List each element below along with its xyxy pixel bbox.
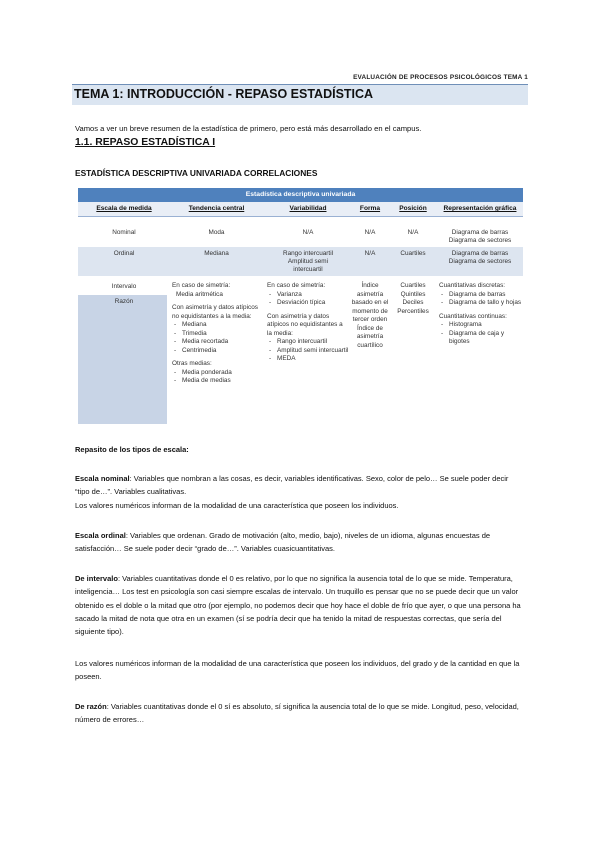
paragraph-ordinal <box>75 529 525 556</box>
table-caption: Estadística descriptiva univariada <box>78 188 523 202</box>
subsection-title: ESTADÍSTICA DESCRIPTIVA UNIVARIADA CORRELACIONES <box>75 168 318 178</box>
cell-central-interval <box>172 282 262 386</box>
variability-line: Rango intercuartil <box>282 250 334 257</box>
paragraph-ratio <box>75 700 525 727</box>
chapter-title-bar <box>72 84 528 105</box>
position-line: Deciles <box>402 299 424 307</box>
list-item: - Diagrama de caja y bigotes <box>449 330 523 347</box>
cell-shape: N/A <box>364 250 376 257</box>
cell-variability <box>265 250 351 274</box>
graph-cont-intro: Cuantitativas continuas: <box>439 312 507 320</box>
cell-scale-interval: Intervalo <box>111 283 137 290</box>
cell-position-interval <box>391 282 435 316</box>
list-item: - Trimedia <box>182 330 262 339</box>
header-shape: Forma <box>359 205 381 212</box>
intro-paragraph: Vamos a ver un breve resumen de la estadística de primero, pero está más desarrollado en el campus. <box>75 124 422 133</box>
cell-scale: Ordinal <box>113 250 135 257</box>
paragraph-text: Los valores numéricos informan de la modalidad de una característica que poseen los individuos. <box>75 500 399 510</box>
header-position: Posición <box>399 205 427 212</box>
variability-line: Amplitud semi <box>287 258 329 265</box>
list-item: - Desviación típica <box>277 299 349 308</box>
graph-line: Diagrama de sectores <box>448 237 512 244</box>
central-other-list <box>172 369 262 386</box>
ratio-cell-background <box>78 295 167 424</box>
term-interval: De intervalo <box>75 574 118 583</box>
list-item: - Diagrama de tallo y hojas <box>449 299 523 308</box>
cell-shape-interval: Índice asimetría basado en el momento de tercer orden Índice de asimetría cuartílico <box>351 282 389 349</box>
paragraph-text: : Variables cuantitativas donde el 0 es relativo, por lo que no significa la ausencia total de lo que se mide. Temperatura, inteligencia… Los test en psicología son casi siempre escalas de intervalo. Un truquillo es pensar que no se puede decir que un valor obtenido es el doble o la mitad que otro (por ejemplo, no podemos decir que hoy hace el doble de frío que ayer, o que una persona ha sacado la mitad de nota que otra en un examen (sí se podría decir que ha tenido la mitad de respuestas correctas, que sería del siguiente tipo). <box>75 574 521 637</box>
chapter-title: TEMA 1: INTRODUCCIÓN - REPASO ESTADÍSTICA <box>74 87 374 101</box>
graph-line: Diagrama de barras <box>451 250 509 257</box>
position-line: Cuartiles <box>400 282 426 289</box>
central-sym-intro: En caso de simetría: <box>172 282 231 289</box>
cell-variability-interval <box>267 282 349 364</box>
column-divider <box>349 276 350 424</box>
header-variability: Variabilidad <box>289 205 327 212</box>
column-divider <box>264 276 265 424</box>
cell-central: Moda <box>208 229 225 236</box>
cell-shape: N/A <box>364 229 376 236</box>
variability-asym-list <box>267 338 349 364</box>
central-sym-item: Media aritmética <box>176 290 223 298</box>
variability-sym-list <box>267 291 349 308</box>
cell-graph-interval <box>439 282 523 347</box>
header-graph: Representación gráfica <box>443 205 517 212</box>
graph-line: Diagrama de barras <box>451 229 509 236</box>
graph-disc-intro: Cuantitativas discretas: <box>439 282 506 289</box>
list-item: - MEDA <box>277 355 349 364</box>
table-row-ordinal <box>78 247 523 276</box>
list-item: - Centrimedia <box>182 347 262 356</box>
list-item: - Diagrama de barras <box>449 291 523 300</box>
cell-position: N/A <box>407 229 419 236</box>
column-divider <box>167 276 168 424</box>
header-central: Tendencia central <box>188 205 245 212</box>
paragraph-text: : Variables que nombran a las cosas, es decir, variables identificativas. Sexo, color de pelo… Se suele poder decir “tipo de…”. Variables cualitativas. <box>75 474 509 497</box>
variability-sym-intro: En caso de simetría: <box>267 282 326 289</box>
column-divider <box>435 276 436 424</box>
repaso-heading: Repasito de los tipos de escala: <box>75 445 189 454</box>
variability-line: intercuartil <box>293 266 323 273</box>
cell-variability: N/A <box>302 229 314 236</box>
position-line: Quintiles <box>400 290 426 298</box>
graph-cont-list <box>439 321 523 347</box>
cell-graph <box>436 250 524 266</box>
section-title: 1.1. REPASO ESTADÍSTICA I <box>75 137 216 148</box>
table-header-row <box>78 202 523 217</box>
list-item: - Histograma <box>449 321 523 330</box>
paragraph-interval-values: Los valores numéricos informan de la modalidad de una característica que poseen los individuos, del grado y de la cantidad en que la poseen. <box>75 659 520 682</box>
list-item: - Media de medias <box>182 377 262 386</box>
list-item: - Media ponderada <box>182 369 262 378</box>
term-ordinal: Escala ordinal <box>75 531 126 540</box>
cell-central: Mediana <box>204 250 229 257</box>
paragraph-text: : Variables que ordenan. Grado de motivación (alto, medio, bajo), niveles de un idioma, algunas encuestas de satisfacción… Se suele poder decir “grado de…”. Variables cuasicuantitativas. <box>75 531 491 554</box>
cell-scale: Nominal <box>112 229 136 236</box>
central-asym-list <box>172 321 262 355</box>
cell-scale-ratio: Razón <box>114 298 134 305</box>
cell-position: Cuartiles <box>400 250 426 257</box>
paragraph-interval <box>75 572 525 639</box>
graph-line: Diagrama de sectores <box>448 258 512 265</box>
table-row-nominal <box>78 218 523 246</box>
central-other-intro: Otras medias: <box>172 360 212 368</box>
running-header: EVALUACIÓN DE PROCESOS PSICOLÓGICOS TEMA 1 <box>353 74 528 81</box>
term-nominal: Escala nominal <box>75 474 130 483</box>
position-line: Percentiles <box>397 307 429 315</box>
paragraph-text: : Variables cuantitativas donde el 0 sí es absoluto, sí significa la ausencia total de lo que se mide. Longitud, peso, velocidad, número de errores… <box>75 702 519 725</box>
list-item: - Amplitud semi intercuartil <box>277 347 349 356</box>
list-item: - Rango intercuartil <box>277 338 349 347</box>
list-item: - Media recortada <box>182 338 262 347</box>
graph-disc-list <box>439 291 523 308</box>
statistics-table <box>78 188 523 424</box>
header-scale: Escala de medida <box>96 205 152 212</box>
term-ratio: De razón <box>75 702 107 711</box>
central-asym-intro: Con asimetría y datos atípicos no equidistantes a la media: <box>172 304 258 320</box>
list-item: - Varianza <box>277 291 349 300</box>
list-item: - Mediana <box>182 321 262 330</box>
variability-asym-intro: Con asimetría y datos atípicos no equidistantes a la media: <box>267 312 343 337</box>
paragraph-nominal <box>75 472 525 512</box>
cell-graph <box>436 229 524 245</box>
